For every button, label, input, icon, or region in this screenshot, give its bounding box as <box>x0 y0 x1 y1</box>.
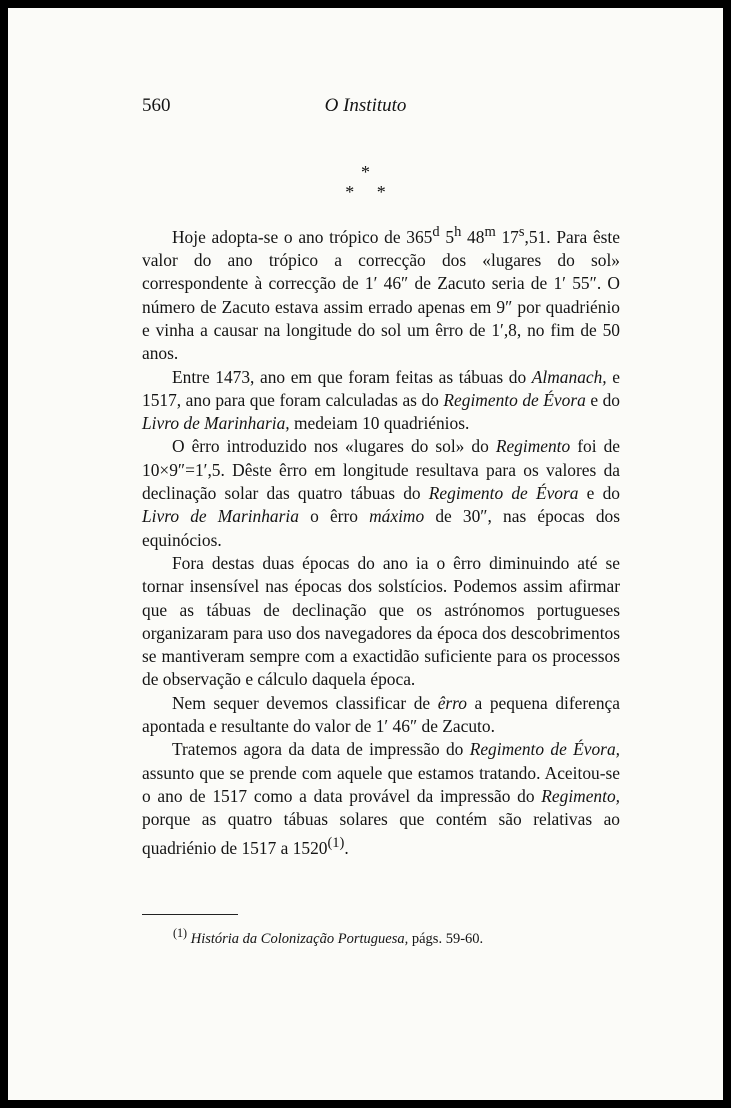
footnote-reference: (1) <box>327 834 345 851</box>
page-header <box>8 95 723 119</box>
footnote-title: História da Colonização Portuguesa, <box>190 930 409 947</box>
book-page <box>8 8 723 1100</box>
paragraph-2: Entre 1473, ano em que foram feitas as tábuas do Almanach, e 1517, ano para que foram calculadas as do Regimento de Évora e do Livro de Marinharia, medeiam 10 quadriénios. <box>142 366 620 434</box>
footnote-pages: págs. 59-60. <box>408 930 484 947</box>
separator-star-right: * <box>376 182 386 202</box>
running-title: O Instituto <box>324 95 407 116</box>
separator-star-top: * <box>361 162 370 182</box>
footnote-marker: (1) <box>173 926 188 940</box>
page-number: 560 <box>142 95 171 116</box>
paragraph-5: Nem sequer devemos classificar de êrro a pequena diferença apontada e resultante do valor de 1′ 46″ de Zacuto. <box>142 692 620 737</box>
section-separator <box>8 162 723 202</box>
body-text <box>142 221 620 860</box>
paragraph-6: Tratemos agora da data de impressão do Regimento de Évora, assunto que se prende com aquele que estamos tratando. Aceitou-se o ano de 1517 como a data provável da impressão do Regimento, porque as quatro tábuas solares que contém são relativas ao quadriénio de 1517 a 1520$^{(1)}$. <box>142 739 620 858</box>
paragraph-3: O êrro introduzido nos «lugares do sol» do Regimento foi de 10×9″=1′,5. Dêste êrro em longitude resultava para os valores da declinação solar das quatro tábuas do Regimento de Évora e do Livro de Marinharia o êrro máximo de 30″, nas épocas dos equinócios. <box>142 436 620 550</box>
separator-star-left: * <box>345 182 355 202</box>
footnote <box>173 926 483 948</box>
paragraph-1: Hoje adopta-se o ano trópico de 365$^d$ 5$^h$ 48$^m$ 17$^s$,51. Para êste valor do ano trópico a correcção dos «lugares do sol» correspondente à correcção de 1′ 46″ de Zacuto seria de 1′ 55″. O número de Zacuto estava assim errado apenas em 9″ por quadriénio e vinha a causar na longitude do sol um êrro de 1′,8, no fim de 50 anos. <box>142 224 620 364</box>
paragraph-4: Fora destas duas épocas do ano ia o êrro diminuindo até se tornar insensível nas épocas dos solstícios. Podemos assim afirmar que as tábuas de declinação que os astrónomos portugueses organizaram para uso dos navegadores da época dos descobrimentos se mantiveram sempre com a exactidão suficiente para os processos de observação e cálculo daquela época. <box>142 552 620 690</box>
footnote-rule <box>142 914 238 915</box>
